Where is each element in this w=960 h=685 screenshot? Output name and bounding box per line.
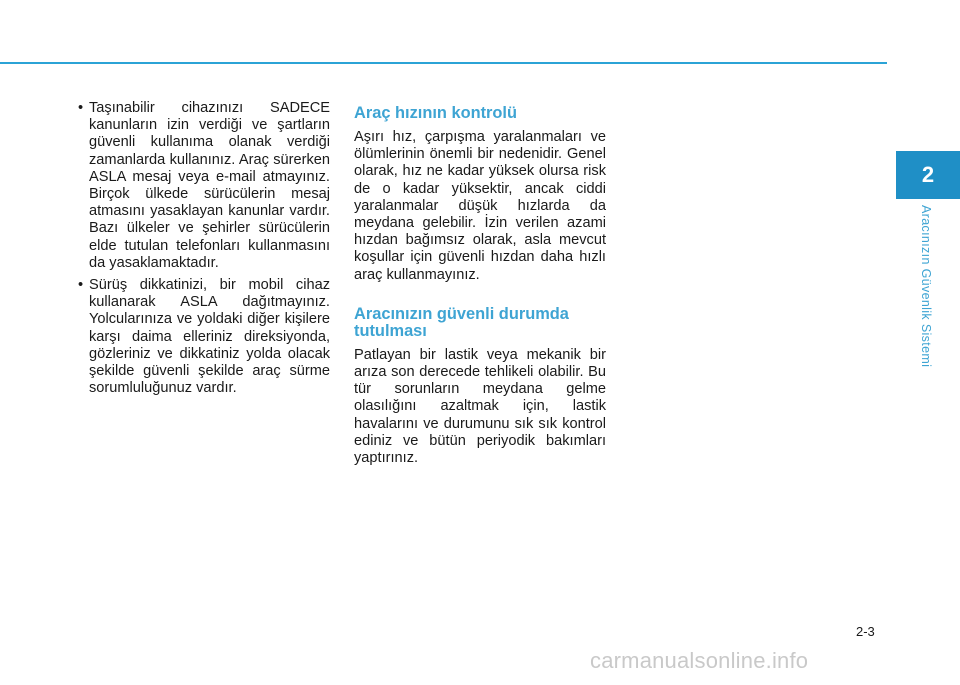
- section-heading-speed-control: Araç hızının kontrolü: [354, 104, 518, 122]
- page-number: 2-3: [856, 624, 875, 639]
- bullet-item-driver-attention: • Sürüş dikkatinizi, bir mobil cihaz kullanarak ASLA dağıtmayınız. Yolcularınıza ve yoldaki diğer kişilere karşı daima elleriniz direksiyonda, gözleriniz ve dikkatiniz yolda olacak şekilde güvenli şekilde araç sürme sorumluluğunuz vardır.: [78, 277, 330, 397]
- bullet-list: [78, 100, 330, 397]
- right-column: [354, 105, 606, 489]
- top-rule: [0, 62, 887, 64]
- chapter-title: Aracınızın Güvenlik Sistemi: [919, 205, 933, 368]
- chapter-number: 2: [921, 162, 935, 187]
- watermark: carmanualsonline.info: [590, 648, 809, 673]
- section-heading-vehicle-safety: Aracınızın güvenli durumda tutulması: [354, 304, 569, 340]
- chapter-tab: [896, 151, 960, 199]
- section-body-speed-control: Aşırı hız, çarpışma yaralanmaları ve ölümlerinin önemli bir nedenidir. Genel olarak, hız ne kadar yüksek olursa risk de o kadar yüksektir, ancak ciddi yaralanmalar düşük hızlarda da meydana gelebilir. İzin verilen azami hızdan bağımsız olarak, asla mevcut koşullar için güvenli hızdan daha hızlı araç kullanmayınız.: [354, 129, 606, 283]
- left-column: [78, 100, 330, 402]
- bullet-item-portable-device: • Taşınabilir cihazınızı SADECE kanunların izin verdiği ve şartların güvenli kullanıma olanak verdiği zamanlarda kullanınız. Araç sürerken ASLA mesaj veya e-mail atmayınız. Birçok ülkede sürücülerin mesaj atmasını yasaklayan kanunlar vardır. Bazı ülkeler ve şehirler sürücülerin elde tutulan telefonları kullanmasını da yasaklamaktadır.: [78, 100, 330, 272]
- section-body-vehicle-safety: Patlayan bir lastik veya mekanik bir arıza son derecede tehlikeli olabilir. Bu tür sorunların meydana gelme olasılığını azaltmak için, lastik havalarını ve durumunu sık sık kontrol ediniz ve bütün periyodik bakımları yaptırınız.: [354, 346, 606, 467]
